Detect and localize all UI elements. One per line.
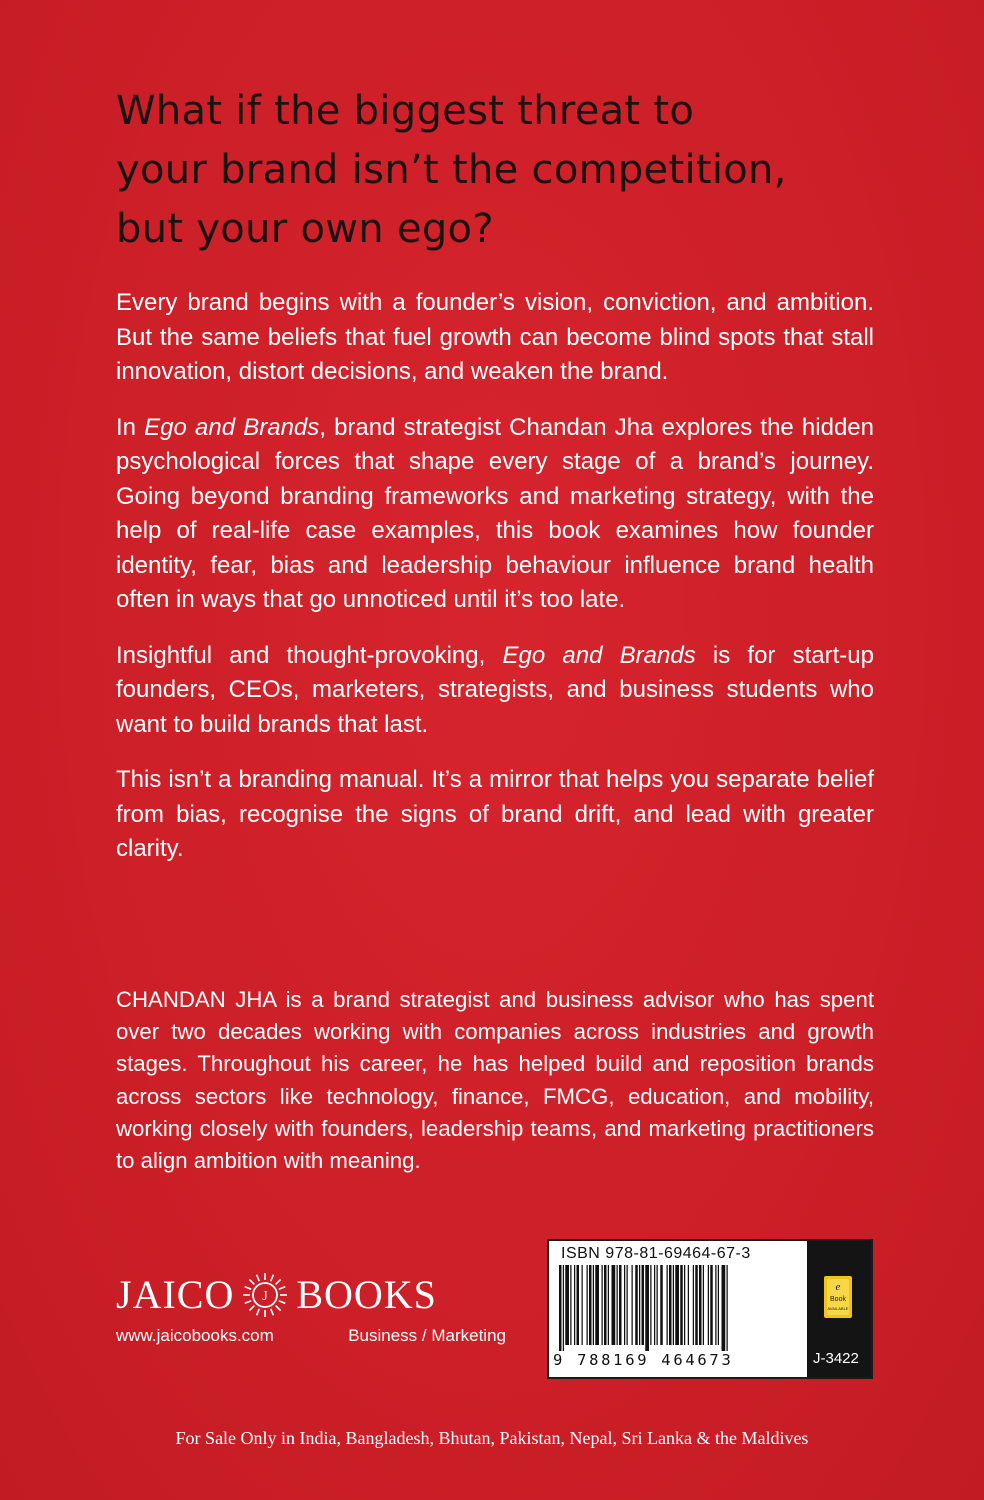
catalog-code: J-3422 (813, 1350, 859, 1367)
barcode-bar (718, 1265, 719, 1345)
headline-line-2: your brand isn’t the competition, (116, 147, 787, 193)
svg-text:e: e (835, 1281, 841, 1293)
jaico-sunburst-logo-icon (242, 1272, 288, 1318)
barcode-bar (582, 1265, 583, 1345)
publisher-block (116, 1268, 516, 1346)
barcode-bar (559, 1265, 562, 1351)
barcode-bar (650, 1265, 651, 1345)
book-title: Ego and Brands (144, 413, 320, 441)
barcode-bar (675, 1265, 679, 1345)
sales-territory-notice: For Sale Only in India, Bangladesh, Bhutan, Pakistan, Nepal, Sri Lanka & the Maldives (175, 1428, 809, 1448)
barcode-bar (595, 1265, 599, 1345)
blurb-text: In (116, 413, 145, 441)
barcode-bar (673, 1265, 674, 1345)
barcode-bar (632, 1265, 633, 1345)
publisher-details (116, 1326, 506, 1346)
book-category: Business / Marketing (348, 1326, 506, 1345)
barcode-bar (708, 1265, 709, 1345)
barcode-bar (684, 1265, 685, 1345)
barcode-bar (654, 1265, 655, 1345)
ean-number: 9 788169 464673 (553, 1351, 734, 1369)
barcode-bar (699, 1265, 702, 1345)
blurb-paragraph-2 (116, 411, 874, 618)
barcode-bar (657, 1265, 658, 1345)
barcode-bar (642, 1265, 645, 1345)
barcode-bar (617, 1265, 618, 1345)
barcode-bar (570, 1265, 571, 1345)
svg-text:Book: Book (830, 1296, 846, 1303)
headline (116, 82, 916, 259)
barcode-bar (608, 1265, 609, 1345)
barcode-bar (669, 1265, 672, 1345)
barcode-bar (619, 1265, 622, 1345)
blurb-paragraph-4: This isn’t a branding manual. It’s a mirror that helps you separate belief from bias, recognise the signs of brand drift, and lead with greater clarity. (116, 766, 874, 862)
publisher-logo (116, 1268, 516, 1322)
barcode-bar (703, 1265, 704, 1345)
barcode-bar (624, 1265, 625, 1345)
barcode-bar (577, 1265, 580, 1345)
blurb-paragraph-3 (116, 639, 874, 743)
author-bio: CHANDAN JHA is a brand strategist and business advisor who has spent over two decades working with companies across industries and growth stages. Throughout his career, he has helped build and reposition brands across sectors like technology, finance, FMCG, education, and mobility, working closely with founders, leadership teams, and marketing practitioners to align ambition with meaning. (116, 987, 874, 1174)
book-title: Ego and Brands (502, 641, 696, 669)
ebook-panel (807, 1241, 871, 1377)
barcode-bar (565, 1265, 569, 1345)
barcode-bar (627, 1265, 628, 1345)
barcode-bar (589, 1265, 592, 1345)
barcode-bar (688, 1265, 689, 1345)
barcode-bar (604, 1265, 607, 1345)
barcode-bar (587, 1265, 588, 1345)
blurb-text: , brand strategist Chandan Jha explores the hidden psychological forces that shape every stage of a brand’s journey. Going beyond branding frameworks and marketing strategy, with the help of real-life case examples, this book examines how founder identity, fear, bias and leadership behaviour influence brand health often in ways that go unnoticed until it’s too late. (116, 413, 875, 613)
barcode-bar (715, 1265, 716, 1345)
blurb-text: is for start-up founders, CEOs, marketers, strategists, and business students who want to build brands that last. (116, 641, 874, 738)
publisher-name-left: JAICO (116, 1272, 235, 1317)
ebook-available-icon (823, 1275, 853, 1319)
headline-line-3: but your own ego? (116, 206, 494, 252)
barcode-bar (612, 1265, 616, 1345)
barcode-image (559, 1265, 795, 1351)
barcode-bar (635, 1265, 638, 1345)
svg-text:J: J (262, 1289, 269, 1304)
barcode-bar (710, 1265, 713, 1345)
publisher-url: www.jaicobooks.com (116, 1326, 274, 1345)
barcode-bar (574, 1265, 575, 1345)
barcode-bar (680, 1265, 683, 1345)
barcode-bar (722, 1265, 726, 1351)
blurb-paragraph-1: Every brand begins with a founder’s vision, conviction, and ambition. But the same beliefs that fuel growth can become blind spots that stall innovation, distort decisions, and weaken the brand. (116, 289, 874, 385)
barcode-bar (693, 1265, 694, 1345)
blurb-text: Insightful and thought-provoking, (116, 641, 503, 669)
headline-line-1: What if the biggest threat to (116, 88, 695, 134)
barcode-bar (695, 1265, 698, 1345)
barcode-box (547, 1239, 873, 1379)
svg-text:AVAILABLE: AVAILABLE (827, 1306, 849, 1311)
blurb (116, 286, 874, 888)
barcode-bar (563, 1265, 564, 1351)
barcode-bar (660, 1265, 663, 1345)
barcode-bar (639, 1265, 640, 1345)
barcode-bar (667, 1265, 668, 1345)
publisher-name-right: BOOKS (296, 1272, 437, 1317)
barcode-bar (593, 1265, 594, 1345)
isbn-text: ISBN 978-81-69464-67-3 (561, 1245, 751, 1262)
barcode-bar (602, 1265, 603, 1345)
barcode-bar (645, 1265, 649, 1351)
barcode-bar (727, 1265, 728, 1351)
